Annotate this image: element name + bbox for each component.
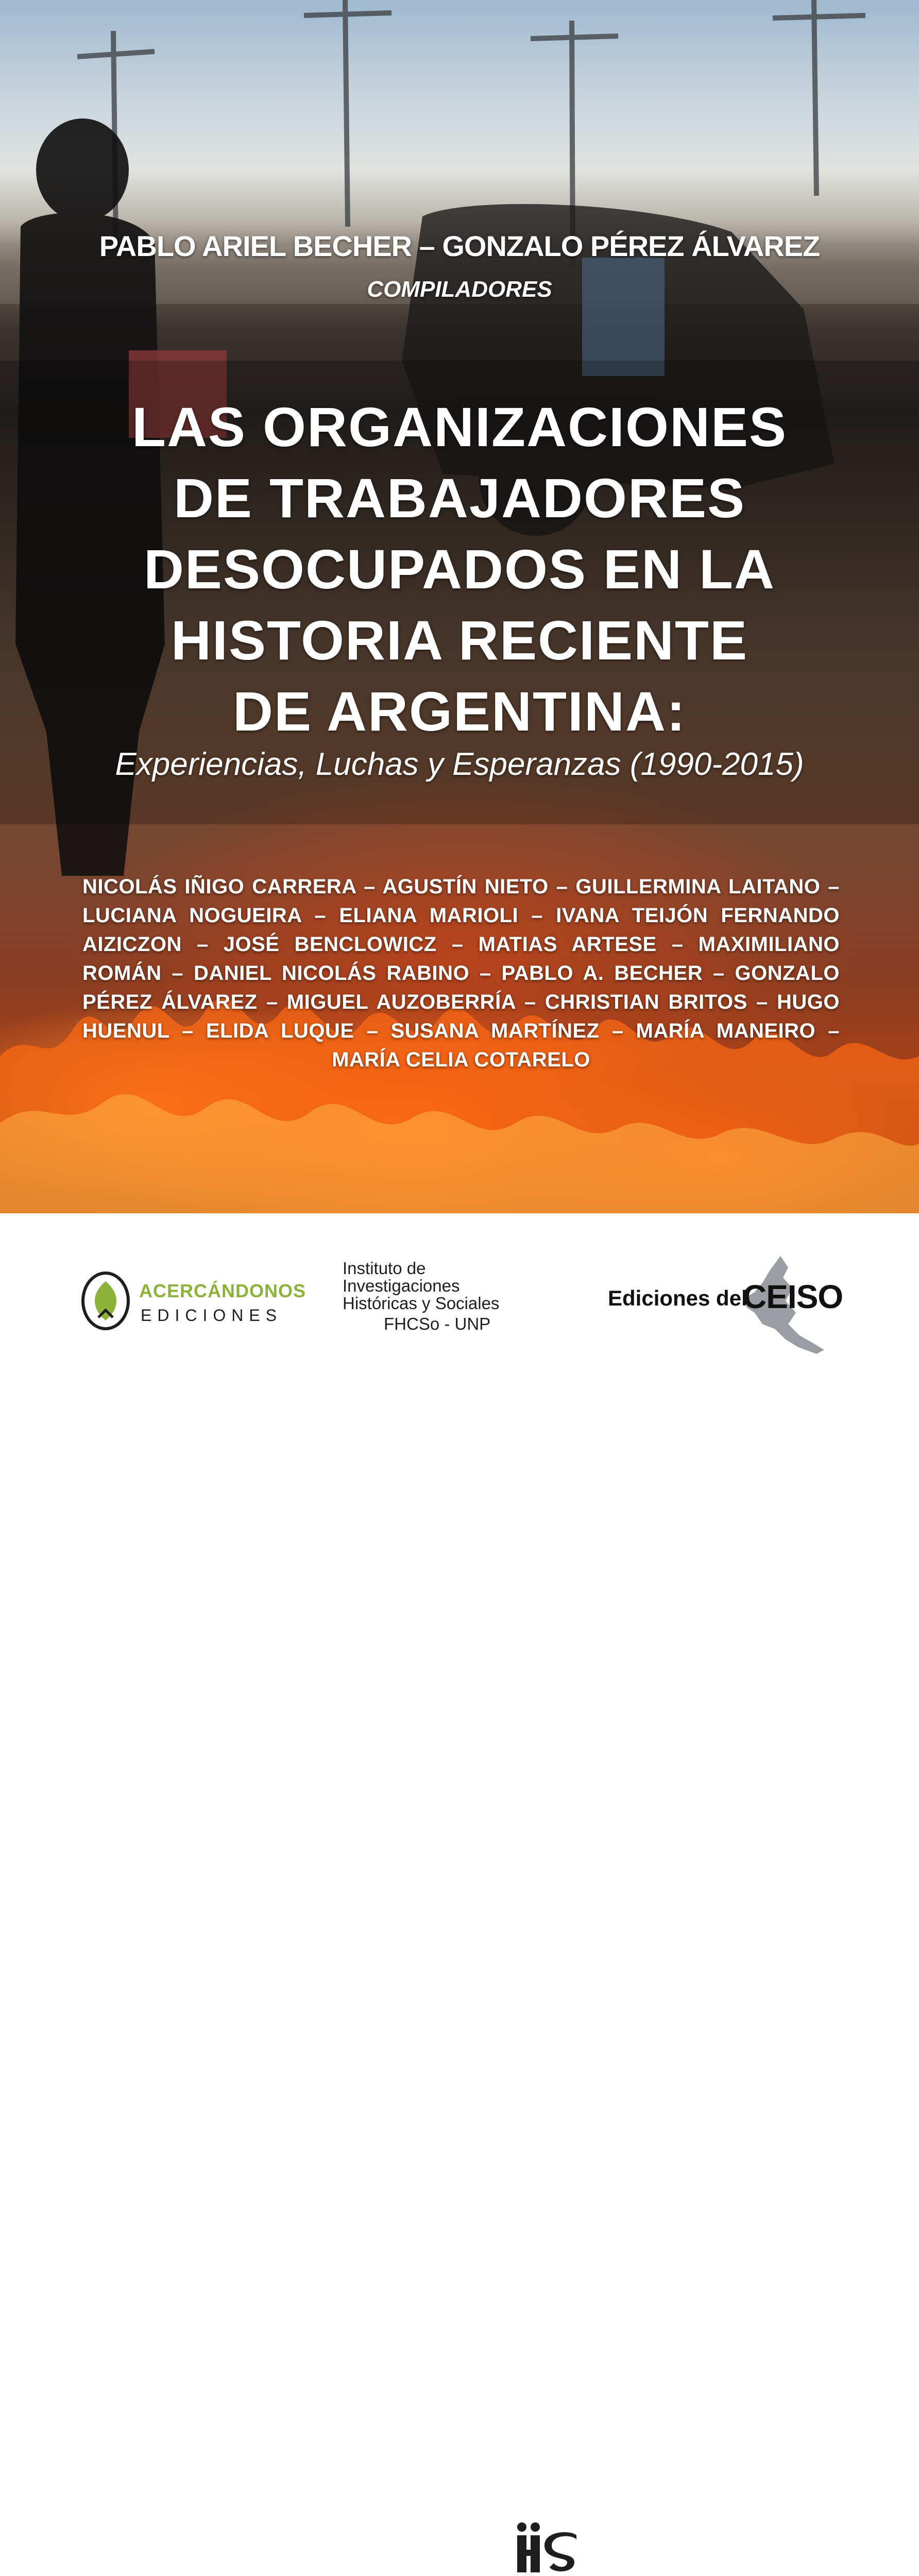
title-line: DE TRABAJADORES	[173, 467, 746, 529]
cover-photograph	[0, 0, 919, 1213]
contributors-list: NICOLÁS IÑIGO CARRERA – AGUSTÍN NIETO – GUILLERMINA LAITANO – LUCIANA NOGUEIRA – ELIANA MARIOLI – IVANA TEIJÓN FERNANDO AIZICZON – JOSÉ BENCLOWICZ – MATIAS ARTESE – MAXIMILIANO ROMÁN – DANIEL NICOLÁS RABINO – PABLO A. BECHER – GONZALO PÉREZ ÁLVAREZ – MIGUEL AUZOBERRÍA – CHRISTIAN BRITOS – HUGO HUENUL – ELIDA LUQUE – SUSANA MARTÍNEZ – MARÍA MANEIRO – MARÍA CELIA COTARELO	[82, 875, 840, 1071]
fish-in-circle-icon	[80, 1270, 131, 1332]
iihs-name-line: Investigaciones	[343, 1276, 460, 1295]
compilers-names: PABLO ARIEL BECHER – GONZALO PÉREZ ÁLVAREZ	[99, 230, 820, 262]
ceiso-ediciones-del: Ediciones del	[608, 1286, 747, 1310]
title-line: DE ARGENTINA:	[233, 680, 686, 742]
iihs-logo-block	[343, 1260, 580, 1342]
title-line: DESOCUPADOS EN LA	[143, 538, 776, 600]
acercandonos-logo	[80, 1270, 322, 1332]
compilers-role: COMPILADORES	[367, 277, 552, 302]
acercandonos-ediciones: EDICIONES	[141, 1306, 283, 1325]
iihs-name-line: Instituto de	[343, 1259, 426, 1278]
ceiso-logo-block	[608, 1252, 855, 1355]
iihs-affiliation: FHCSo - UNP	[384, 1314, 491, 1333]
title-line: LAS ORGANIZACIONES	[131, 396, 788, 458]
book-title	[62, 392, 857, 747]
title-line: HISTORIA RECIENTE	[171, 609, 748, 671]
book-subtitle: Experiencias, Luchas y Esperanzas (1990-2015)	[115, 747, 804, 782]
iihs-logo-icon	[513, 2521, 580, 2576]
ceiso-brand: CEISO	[743, 1278, 843, 1315]
iihs-name-line: Históricas y Sociales	[343, 1294, 500, 1313]
acercandonos-name: ACERCÁNDONOS	[139, 1280, 307, 1301]
